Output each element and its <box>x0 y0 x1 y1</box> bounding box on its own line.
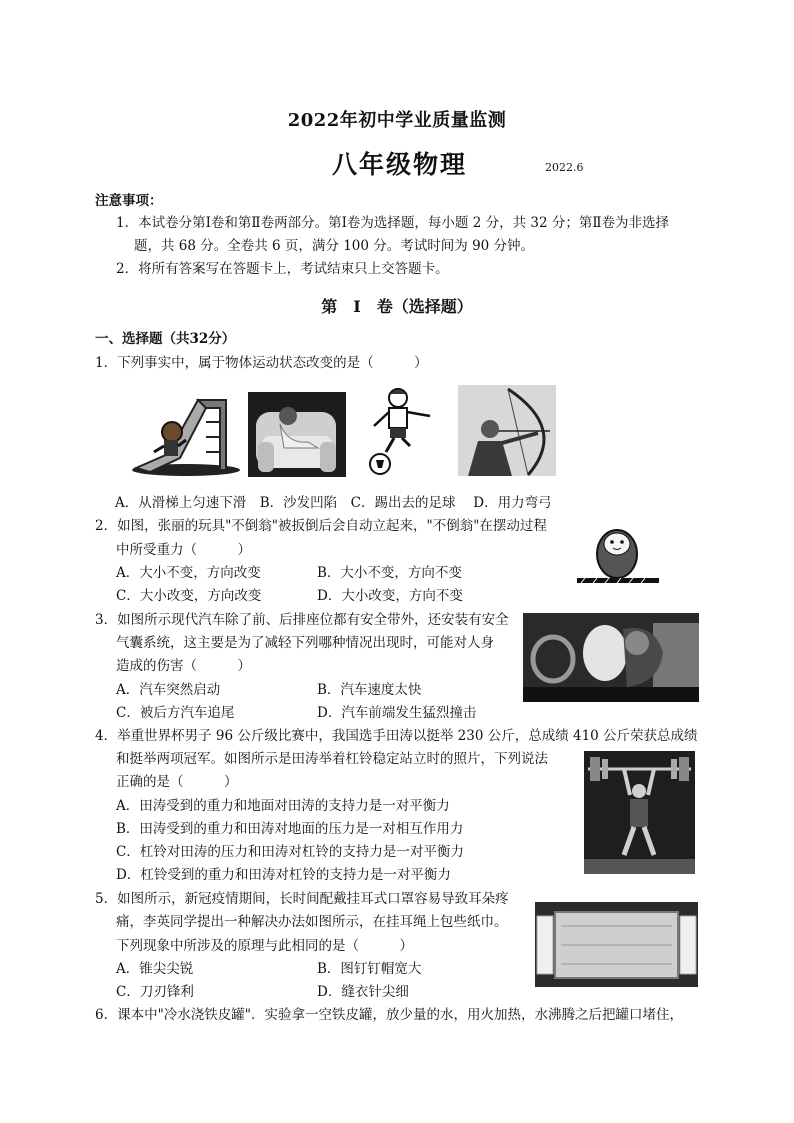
exam-date: 2022.6 <box>545 161 584 174</box>
q6-line-1: 6．课本中"冷水浇铁皮罐"．实验拿一空铁皮罐，放少量的水，用火加热，水沸腾之后把罐口堵住， <box>95 1007 684 1023</box>
q2-option-d: D．大小改变，方向不变 <box>317 588 463 604</box>
q5-option-a: A．锥尖尖锐 <box>116 961 194 977</box>
sofa-image <box>248 392 346 477</box>
q5-line-1: 5．如图所示，新冠疫情期间，长时间配戴挂耳式口罩容易导致耳朵疼 <box>95 891 509 907</box>
part-heading: 一、选择题（共32分） <box>95 331 236 347</box>
notes-heading: 注意事项： <box>95 193 163 209</box>
q3-option-c: C．被后方汽车追尾 <box>116 705 235 721</box>
football-kick-image <box>360 386 440 477</box>
q2-option-a: A．大小不变，方向改变 <box>116 565 261 581</box>
q5-option-b: B．图钉钉帽宽大 <box>317 961 422 977</box>
exam-title: 2022年初中学业质量监测 <box>287 110 507 131</box>
q5-option-c: C．刀刃锋利 <box>116 984 194 1000</box>
notes-item-2: 2．将所有答案写在答题卡上，考试结束只上交答题卡。 <box>116 261 449 277</box>
q4-line-1: 4．举重世界杯男子 96 公斤级比赛中，我国选手田涛以挺举 230 公斤，总成绩 410 公斤荣获总成绩 <box>95 728 698 744</box>
archery-image <box>458 385 556 476</box>
q2-option-b: B．大小不变，方向不变 <box>317 565 462 581</box>
q2-line-2: 中所受重力（ ） <box>116 542 251 558</box>
airbag-image <box>523 613 699 702</box>
q2-line-1: 2．如图，张丽的玩具"不倒翁"被扳倒后会自动立起来，"不倒翁"在摆动过程 <box>95 518 547 534</box>
q1-options: A．从滑梯上匀速下滑 B．沙发凹陷 C．踢出去的足球 D．用力弯弓 <box>115 495 552 511</box>
face-mask-image <box>535 902 698 987</box>
q3-line-3: 造成的伤害（ ） <box>116 658 251 674</box>
q4-option-a: A．田涛受到的重力和地面对田涛的支持力是一对平衡力 <box>116 798 450 814</box>
q4-line-2: 和挺举两项冠军。如图所示是田涛举着杠铃稳定站立时的照片，下列说法 <box>116 751 548 767</box>
notes-item-1-line-1: 1．本试卷分第Ⅰ卷和第Ⅱ卷两部分。第Ⅰ卷为选择题，每小题 2 分，共 32 分；第Ⅱ卷为非选择 <box>116 215 670 231</box>
q4-line-3: 正确的是（ ） <box>116 774 238 790</box>
q4-option-c: C．杠铃对田涛的压力和田涛对杠铃的支持力是一对平衡力 <box>116 844 464 860</box>
q5-option-d: D．缝衣针尖细 <box>317 984 409 1000</box>
q4-option-d: D．杠铃受到的重力和田涛对杠铃的支持力是一对平衡力 <box>116 867 451 883</box>
q3-line-2: 气囊系统，这主要是为了减轻下列哪种情况出现时，可能对人身 <box>116 635 494 651</box>
q5-line-2: 痛，李英同学提出一种解决办法如图所示，在挂耳绳上包些纸巾。 <box>116 914 508 930</box>
q2-option-c: C．大小改变，方向改变 <box>116 588 262 604</box>
q3-option-a: A．汽车突然启动 <box>116 682 221 698</box>
weightlifter-image <box>584 751 695 874</box>
notes-item-1-line-2: 题，共 68 分。全卷共 6 页，满分 100 分。考试时间为 90 分钟。 <box>134 238 535 254</box>
exam-subject: 八年级物理 <box>332 150 468 179</box>
q3-line-1: 3．如图所示现代汽车除了前、后排座位都有安全带外，还安装有安全 <box>95 612 509 628</box>
q3-option-d: D．汽车前端发生猛烈撞击 <box>317 705 477 721</box>
tumbler-toy-image <box>577 520 659 586</box>
section-title: 第 Ⅰ 卷（选择题） <box>321 297 473 316</box>
q4-option-b: B．田涛受到的重力和田涛对地面的压力是一对相互作用力 <box>116 821 464 837</box>
slide-image <box>128 392 241 477</box>
q3-option-b: B．汽车速度太快 <box>317 682 422 698</box>
q1-stem: 1．下列事实中，属于物体运动状态改变的是（ ） <box>95 355 428 371</box>
q5-line-3: 下列现象中所涉及的原理与此相同的是（ ） <box>116 938 413 954</box>
